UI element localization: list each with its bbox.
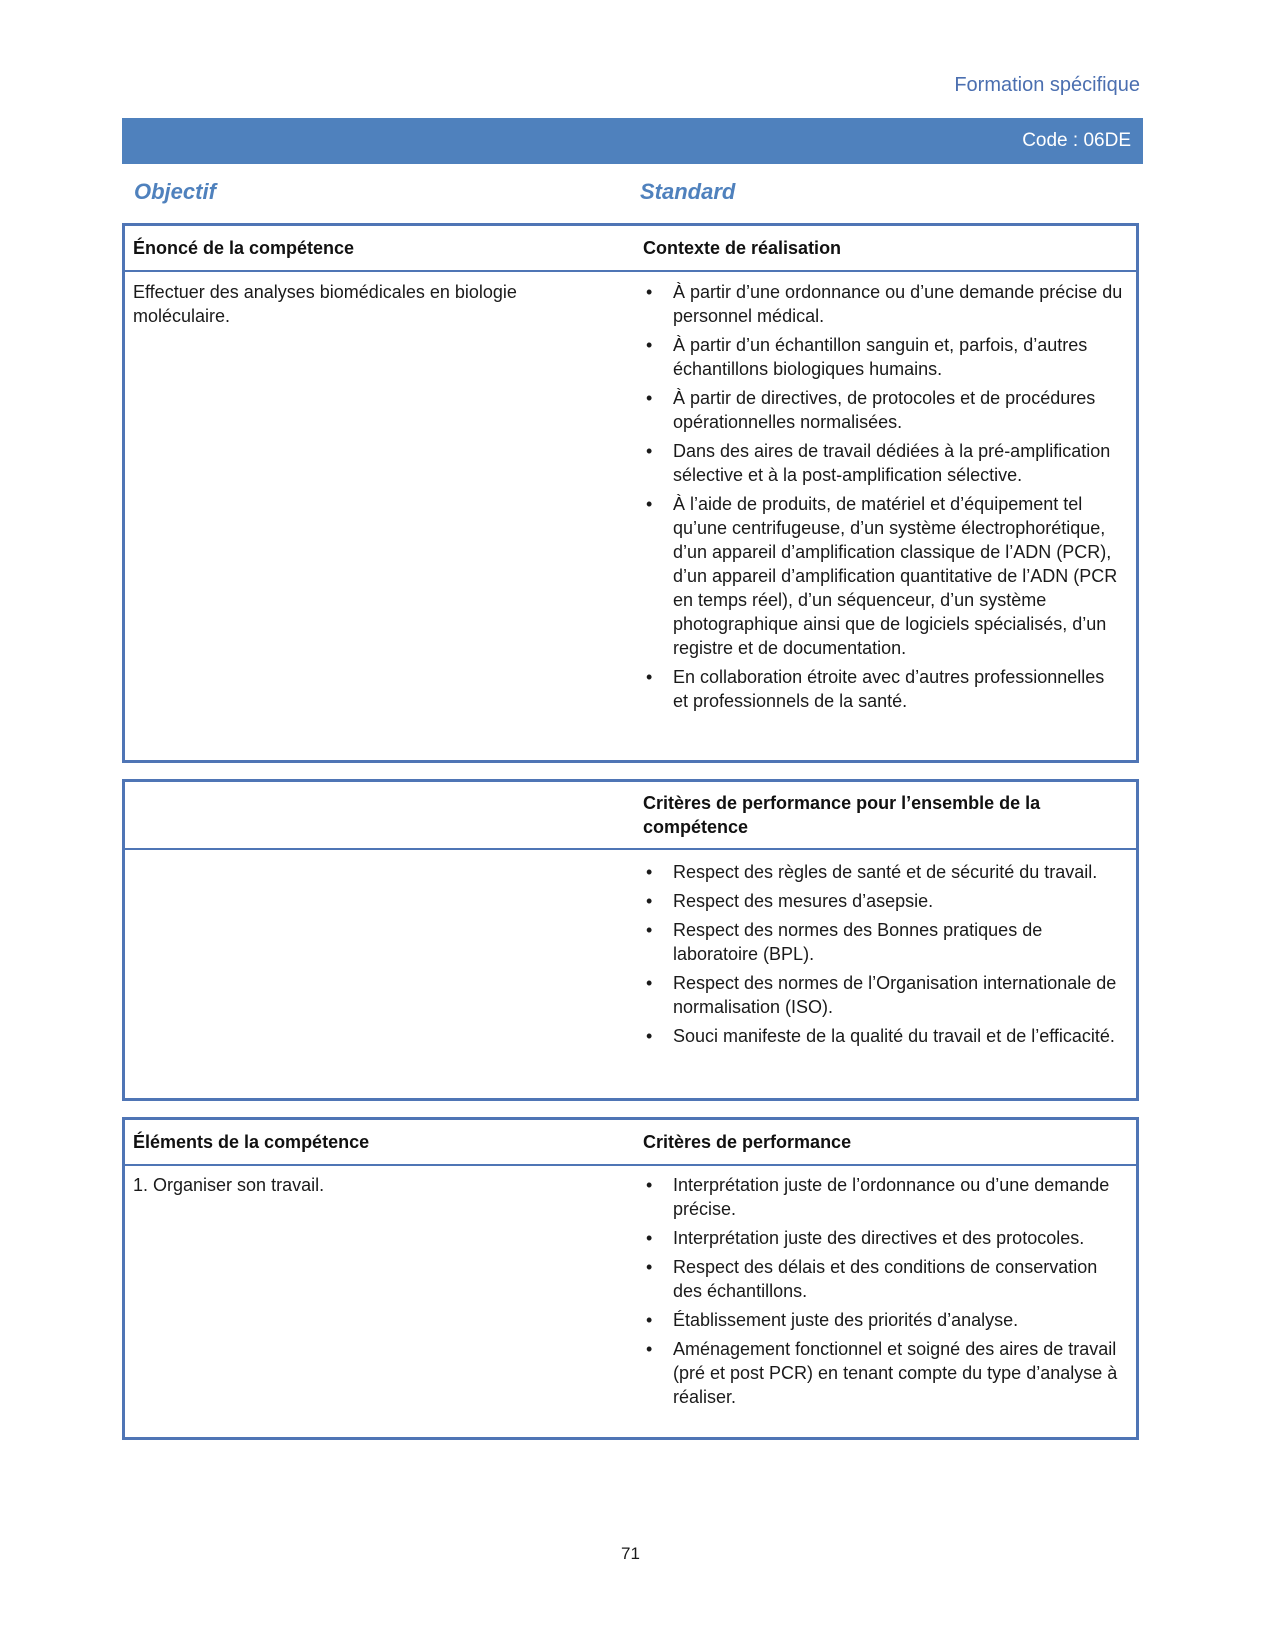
- performance-criterion: • Interprétation juste des directives et des protocoles.: [643, 1226, 1123, 1250]
- performance-criterion: • Respect des délais et des conditions de conservation des échantillons.: [643, 1255, 1123, 1303]
- global-criterion: • Souci manifeste de la qualité du travail et de l’efficacité.: [643, 1024, 1123, 1048]
- context-column-header: Contexte de réalisation: [643, 238, 842, 258]
- competence-statement: Effectuer des analyses biomédicales en biologie moléculaire.: [133, 282, 517, 326]
- context-item: • À l’aide de produits, de matériel et d’équipement tel qu’une centrifugeuse, d’un système électrophorétique, d’un appareil d’amplification classique de l’ADN (PCR), d’un appareil d’amplification quantitative de l’ADN (PCR en temps réel), d’un séquenceur, d’un système photographique ainsi que de logiciels spécialisés, d’un registre et de documentation.: [643, 492, 1123, 660]
- competence-table-header: [125, 226, 1136, 272]
- context-item: • En collaboration étroite avec d’autres professionnelles et professionnels de la santé.: [643, 665, 1123, 713]
- global-criterion: • Respect des normes des Bonnes pratiques de laboratoire (BPL).: [643, 918, 1123, 966]
- context-item: • Dans des aires de travail dédiées à la pré-amplification sélective et à la post-amplification sélective.: [643, 439, 1123, 487]
- standard-heading: Standard: [640, 179, 736, 204]
- context-item: • À partir d’un échantillon sanguin et, parfois, d’autres échantillons biologiques humains.: [643, 333, 1123, 381]
- objectif-heading: Objectif: [134, 179, 216, 204]
- global-criteria-header: [125, 782, 1136, 850]
- context-list: [643, 280, 1123, 718]
- context-item: • À partir de directives, de protocoles et de procédures opérationnelles normalisées.: [643, 386, 1123, 434]
- code-band: [122, 118, 1143, 164]
- context-item: • À partir d’une ordonnance ou d’une demande précise du personnel médical.: [643, 280, 1123, 328]
- global-criteria-table: [122, 779, 1139, 1101]
- statement-column-header: Énoncé de la compétence: [133, 238, 355, 258]
- page-number: 71: [621, 1544, 640, 1563]
- competence-element: 1. Organiser son travail.: [133, 1175, 325, 1195]
- performance-criteria-list: [643, 1173, 1123, 1414]
- global-criterion: • Respect des normes de l’Organisation internationale de normalisation (ISO).: [643, 971, 1123, 1019]
- performance-criterion: • Interprétation juste de l’ordonnance ou d’une demande précise.: [643, 1173, 1123, 1221]
- performance-criterion: • Établissement juste des priorités d’analyse.: [643, 1308, 1123, 1332]
- performance-criterion: • Aménagement fonctionnel et soigné des aires de travail (pré et post PCR) en tenant compte du type d’analyse à réaliser.: [643, 1337, 1123, 1409]
- global-criterion: • Respect des règles de santé et de sécurité du travail.: [643, 860, 1123, 884]
- elements-table-header: [125, 1120, 1136, 1166]
- program-code: Code : 06DE: [1022, 130, 1131, 151]
- elements-table: [122, 1117, 1139, 1440]
- global-criterion: • Respect des mesures d’asepsie.: [643, 889, 1123, 913]
- section-label: Formation spécifique: [954, 74, 1140, 96]
- criteria-column-header: Critères de performance: [643, 1132, 852, 1152]
- global-criteria-list: [643, 860, 1123, 1053]
- global-criteria-title: Critères de performance pour l’ensemble de la compétence: [643, 793, 1041, 837]
- competence-table: [122, 223, 1139, 763]
- elements-column-header: Éléments de la compétence: [133, 1132, 370, 1152]
